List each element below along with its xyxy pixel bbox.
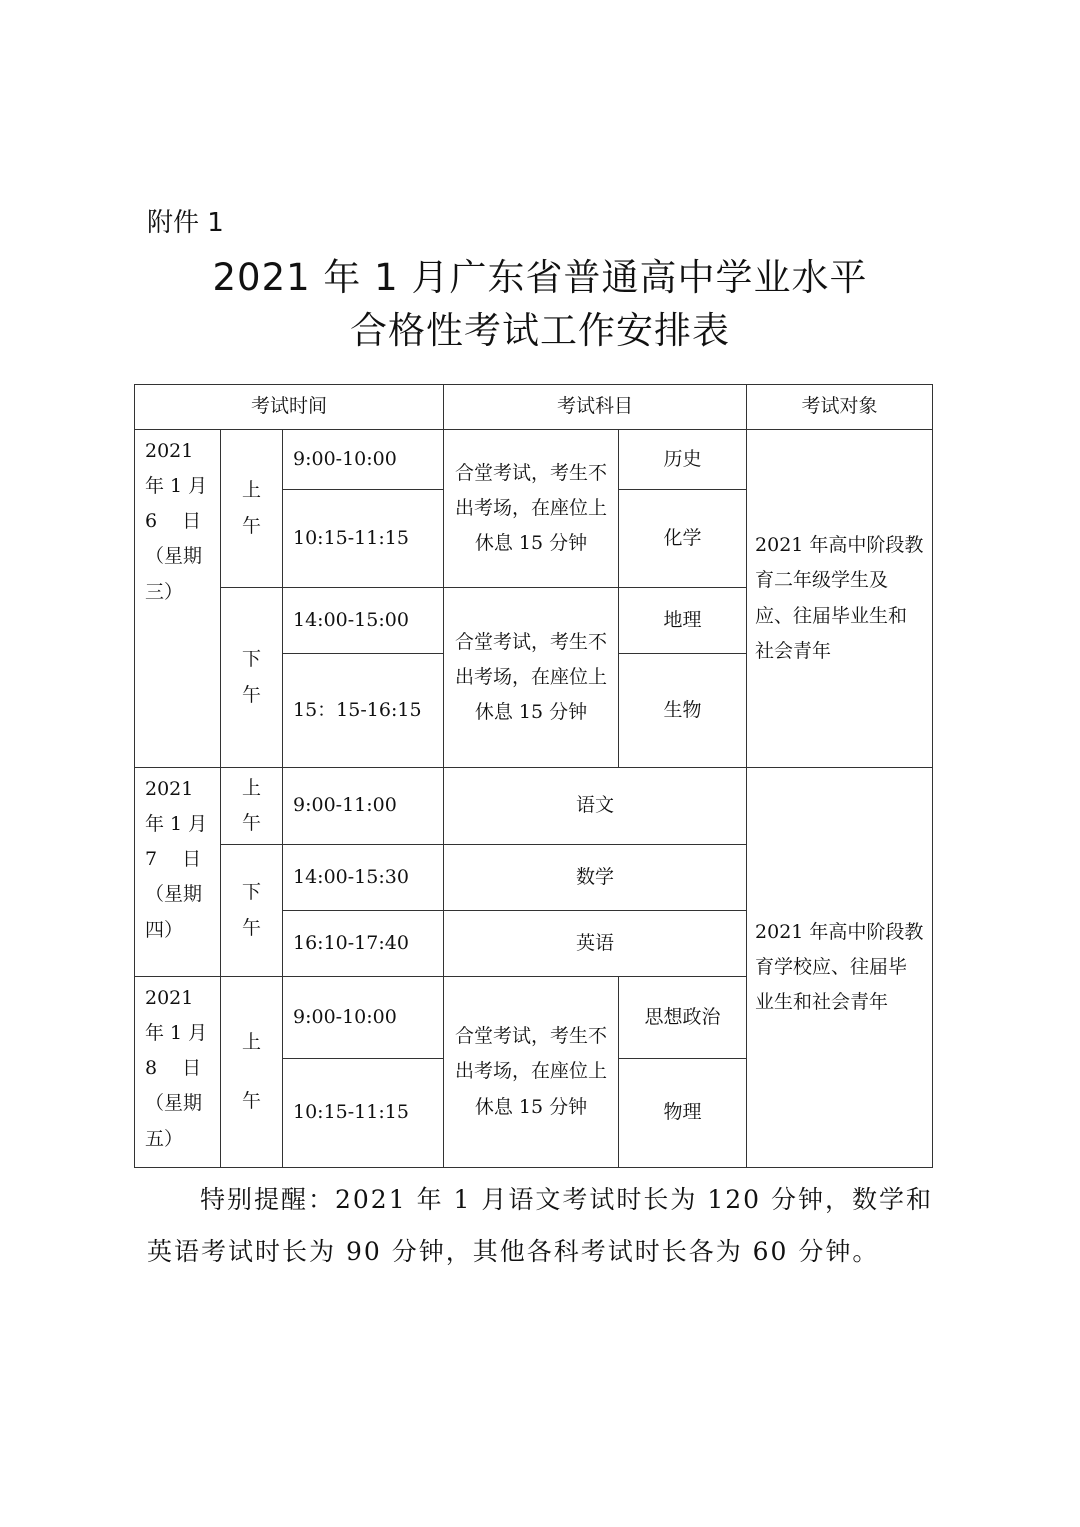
time-slot: 14:00-15:00 [283,588,444,654]
date-line: 年 1 月 [145,1022,208,1045]
date-line: 年 1 月 [145,813,208,836]
header-exam-subject: 考试科目 [444,385,747,430]
day1-date-cell [135,430,221,768]
date-line: 2021 [145,987,194,1009]
date-line: （星期 [145,883,203,906]
date-line: 6 日 [145,510,202,533]
time-slot: 16:10-17:40 [283,911,444,977]
am-char: 午 [241,514,261,537]
am-char: 上 [241,1030,261,1053]
subject-history: 历史 [619,430,747,490]
date-line: 2021 [145,778,194,800]
subject-biology: 生物 [619,654,747,768]
date-line: 8 日 [145,1057,202,1080]
time-slot: 10:15-11:15 [283,490,444,588]
day2-day3-target: 2021 年高中阶段教育学校应、往届毕业生和社会青年 [747,768,933,1168]
pm-char: 午 [241,916,261,939]
table-row [135,768,933,845]
subject-chemistry: 化学 [619,490,747,588]
table-row [135,430,933,490]
time-slot: 14:00-15:30 [283,845,444,911]
pm-char: 下 [241,648,261,671]
date-line: 年 1 月 [145,475,208,498]
header-row [135,385,933,430]
subject-english: 英语 [444,911,747,977]
time-slot: 9:00-10:00 [283,430,444,490]
date-line: 五） [145,1127,184,1150]
pm-char: 午 [241,683,261,706]
subject-physics: 物理 [619,1059,747,1168]
day1-am-note: 合堂考试，考生不出考场，在座位上休息 15 分钟 [444,430,619,588]
date-line: 三） [145,580,184,603]
day3-am-label [221,977,283,1168]
reminder-line-1: 特别提醒：2021 年 1 月语文考试时长为 120 分钟，数学和 [200,1185,933,1214]
day1-pm-note: 合堂考试，考生不出考场，在座位上休息 15 分钟 [444,588,619,768]
exam-schedule-table [134,384,933,1168]
day2-date-cell [135,768,221,977]
date-line: （星期 [145,545,203,568]
date-line: 7 日 [145,848,202,871]
reminder-line-2: 英语考试时长为 90 分钟，其他各科考试时长各为 60 分钟。 [147,1237,880,1266]
subject-math: 数学 [444,845,747,911]
day1-target: 2021 年高中阶段教育二年级学生及应、往届毕业生和社会青年 [747,430,933,768]
am-char: 上 [241,776,261,799]
subject-geography: 地理 [619,588,747,654]
date-line: 四） [145,918,184,941]
subject-chinese: 语文 [444,768,747,845]
day2-am-label [221,768,283,845]
time-slot: 15：15-16:15 [283,654,444,768]
attachment-label: 附件 1 [147,208,224,238]
day3-note: 合堂考试，考生不出考场，在座位上休息 15 分钟 [444,977,619,1168]
header-exam-time: 考试时间 [135,385,444,430]
day1-pm-label [221,588,283,768]
am-char: 午 [241,812,261,834]
day3-date-cell [135,977,221,1168]
document-title-line-2: 合格性考试工作安排表 [350,309,730,352]
day1-am-label [221,430,283,588]
am-char: 上 [241,479,261,502]
time-slot: 9:00-10:00 [283,977,444,1059]
am-char: 午 [241,1090,261,1112]
date-line: 2021 [145,440,194,462]
pm-char: 下 [241,881,261,904]
time-slot: 9:00-11:00 [283,768,444,845]
subject-politics: 思想政治 [619,977,747,1059]
date-line: （星期 [145,1092,203,1115]
day2-pm-label [221,845,283,977]
header-exam-target: 考试对象 [747,385,933,430]
document-title-line-1: 2021 年 1 月广东省普通高中学业水平 [212,256,868,299]
time-slot: 10:15-11:15 [283,1059,444,1168]
